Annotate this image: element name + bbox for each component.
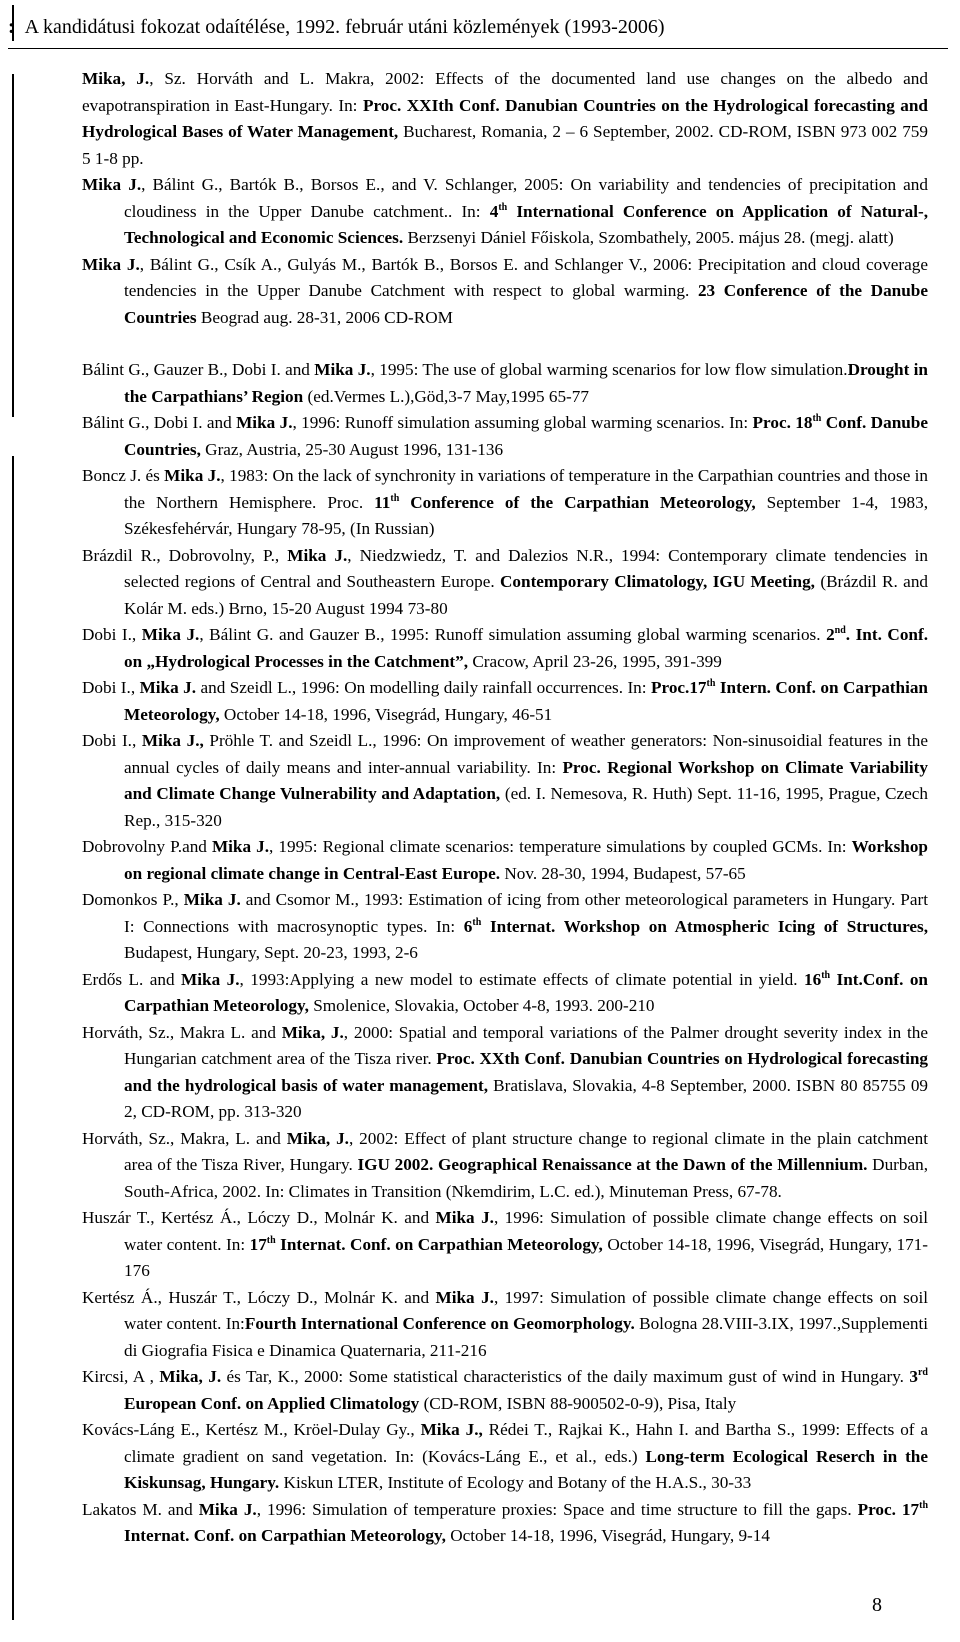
entry-text: , 1993:Applying a new model to estimate effects of climate potential in yield. xyxy=(239,969,805,989)
entry-text: Nov. 28-30, 1994, Budapest, 57-65 xyxy=(500,863,746,883)
bold-text: International Conference on Application of Natural-, Technological and Economic Sciences. xyxy=(124,201,928,247)
bold-text: Workshop on regional climate change in Central-East Europe. xyxy=(124,837,928,883)
entry-text: , Bálint G., Bartók B., Borsos E., and V. Schlanger, 2005: On variability and tendencies of precipitation and cloudiness in the Upper Danube catchment.. In: xyxy=(124,175,928,221)
bold-text: 23 Conference of the Danube Countries xyxy=(124,281,928,327)
bold-text: Intern. Conf. on Carpathian Meteorology, xyxy=(124,678,928,724)
bold-text: Internat. Conf. on Carpathian Meteorology, xyxy=(275,1234,603,1254)
entry-text: October 14-18, 1996, Visegrád, Hungary, 171-176 xyxy=(124,1234,928,1280)
page-header xyxy=(8,12,948,42)
entry-text: Horváth, Sz., Makra L. and xyxy=(82,1022,282,1042)
entry-text: Dobi I., xyxy=(82,625,142,644)
ordinal-suffix: th xyxy=(390,492,400,504)
reference-entry xyxy=(82,887,928,967)
bold-text: Proc. XXth Conf. Danubian Countries on Hydrological forecasting and the hydrological basis of water management, xyxy=(124,1049,929,1095)
entry-text: Berzsenyi Dániel Főiskola, Szombathely, 2005. május 28. (megj. alatt) xyxy=(403,228,894,247)
entry-text: , 1996: Runoff simulation assuming global warming scenarios. In: xyxy=(292,413,753,432)
bold-text: Mika J. xyxy=(82,175,142,194)
entry-text: , Bálint G. and Gauzer B., 1995: Runoff simulation assuming global warming scenarios. xyxy=(199,625,827,644)
revision-bar-top xyxy=(12,74,14,417)
reference-entry xyxy=(82,728,928,834)
entry-text: , 1996: Simulation of possible climate change effects on soil water content. In: xyxy=(124,1208,929,1254)
bold-text: Fourth International Conference on Geomorphology. xyxy=(244,1314,635,1333)
entry-text: Huszár T., Kertész Á., Lóczy D., Molnár K. and xyxy=(82,1208,436,1227)
bold-text: Mika J. xyxy=(183,890,241,909)
bold-text: 4 xyxy=(489,201,499,221)
bold-text: Proc. XXIth Conf. Danubian Countries on the Hydrological forecasting and Hydrological Bases of Water Management, xyxy=(82,95,928,141)
bold-text: Contemporary Climatology, IGU Meeting, xyxy=(500,572,815,591)
bold-text: 16 xyxy=(804,969,822,989)
entry-text: Graz, Austria, 25-30 August 1996, 131-136 xyxy=(200,439,504,459)
entry-text: (ed.Vermes L.),Göd,3-7 May,1995 65-77 xyxy=(303,386,589,406)
entry-text: Dobrovolny P.and xyxy=(82,837,212,856)
entry-text: Lakatos M. and xyxy=(82,1499,199,1519)
reference-entry xyxy=(82,172,928,252)
ordinal-suffix: th xyxy=(812,413,822,424)
entry-text: (ed. I. Nemesova, R. Huth) Sept. 11-16, 1995, Prague, Czech Rep., 315-320 xyxy=(124,784,928,830)
bold-text: Conference of the Carpathian Meteorology, xyxy=(399,492,756,512)
bold-text: Mika J., xyxy=(420,1420,483,1439)
reference-entry xyxy=(82,357,928,410)
bold-text: Proc. 18 xyxy=(752,413,813,432)
entry-text: , 1995: The use of global warming scenarios for low flow simulation. xyxy=(370,360,848,379)
bold-text: Mika J. xyxy=(435,1287,494,1307)
entry-text: , 1983: On the lack of synchronity in variations of temperature in the Carpathian countries and those in the Northern Hemisphere. Proc. xyxy=(124,466,929,512)
bold-text: 3 xyxy=(909,1367,918,1386)
ordinal-suffix: th xyxy=(498,201,508,213)
revision-bar-bottom xyxy=(12,456,14,1620)
bold-text: Mika J. xyxy=(314,360,371,379)
bold-text: 2 xyxy=(826,625,835,644)
bold-text: . Int. Conf. on „Hydrological Processes in the Catchment”, xyxy=(124,625,929,671)
bold-text: Mika J. xyxy=(435,1208,494,1227)
ordinal-suffix: th xyxy=(472,916,482,928)
entry-text: Bucharest, Romania, 2 – 6 September, 2002. CD-ROM, ISBN 973 002 759 5 1-8 pp. xyxy=(82,122,928,168)
reference-entry xyxy=(82,675,928,728)
entry-text: Brázdil R., Dobrovolny, P., xyxy=(82,545,288,565)
reference-entry xyxy=(82,1417,928,1497)
entry-text: , 1995: Regional climate scenarios: temperature simulations by coupled GCMs. In: xyxy=(269,837,852,856)
bold-text: Drought in the Carpathians’ Region xyxy=(124,360,928,406)
entry-text: Kovács-Láng E., Kertész M., Kröel-Dulay Gy., xyxy=(82,1420,421,1439)
ordinal-suffix: th xyxy=(919,1499,929,1511)
entry-text: Beograd aug. 28-31, 2006 CD-ROM xyxy=(196,307,453,327)
bold-text: Internat. Conf. on Carpathian Meteorology, xyxy=(124,1526,446,1545)
bold-text: Mika, J. xyxy=(281,1022,344,1042)
ordinal-suffix: th xyxy=(706,678,716,689)
bold-text: IGU 2002. Geographical Renaissance at the Dawn of the Millennium. xyxy=(357,1155,868,1174)
entry-text: Rédei T., Rajkai K., Hahn I. and Bartha S., 1999: Effects of a climate gradient on sand vegetation. In: (Kovács-Láng E., et al., eds.) xyxy=(124,1420,929,1466)
entry-text: , 2002: Effect of plant structure change to regional climate in the plain catchment area of the Tisza River, Hungary. xyxy=(124,1128,928,1174)
entry-text: , Bálint G., Csík A., Gulyás M., Bartók B., Borsos E. and Schlanger V., 2006: Precipitation and cloud coverage tendencies in the Upper Danube Catchment with respect to global warming. xyxy=(124,254,928,300)
header-colon: : xyxy=(8,16,15,38)
header-rule xyxy=(8,48,948,49)
bold-text: Proc. 17 xyxy=(857,1499,920,1519)
bold-text: Mika, J. xyxy=(159,1367,222,1386)
reference-entry xyxy=(82,967,928,1020)
reference-entry xyxy=(82,1285,928,1365)
entry-text: Horváth, Sz., Makra, L. and xyxy=(82,1128,287,1148)
reference-entry xyxy=(82,410,928,463)
reference-entry xyxy=(82,1364,928,1417)
entry-text: Dobi I., xyxy=(82,731,142,750)
reference-list xyxy=(82,66,928,1550)
reference-entry xyxy=(82,66,928,172)
bold-text: Mika J. xyxy=(82,254,140,274)
entry-text: Domonkos P., xyxy=(82,890,184,909)
entry-text: and Csomor M., 1993: Estimation of icing from other meteorological parameters in Hungary. Part I: Connections with macrosynoptic types. In: xyxy=(124,890,928,936)
ordinal-suffix: th xyxy=(266,1234,276,1246)
bold-text: 17 xyxy=(249,1234,267,1254)
header-title: A kandidátusi fokozat odaítélése, 1992. február utáni közlemények (1993-2006) xyxy=(24,16,665,38)
entry-text: and Szeidl L., 1996: On modelling daily rainfall occurrences. In: xyxy=(196,678,651,697)
section-gap xyxy=(82,331,928,357)
reference-entry xyxy=(82,1497,928,1550)
bold-text: Int.Conf. on Carpathian Meteorology, xyxy=(124,969,928,1015)
entry-text: Kircsi, A , xyxy=(82,1367,160,1386)
bold-text: Mika J. xyxy=(181,969,240,989)
bold-text: Proc.17 xyxy=(651,678,707,697)
reference-entry xyxy=(82,543,928,623)
bold-text: Mika J. xyxy=(236,413,293,432)
bold-text: 6 xyxy=(463,916,473,936)
page-number: 8 xyxy=(872,1594,882,1616)
entry-text: Budapest, Hungary, Sept. 20-23, 1993, 2-6 xyxy=(124,943,418,962)
bold-text: Mika J. xyxy=(211,837,270,856)
ordinal-suffix: nd xyxy=(834,625,846,636)
bold-text: Mika, J. xyxy=(286,1128,349,1148)
entry-text: September 1-4, 1983, Székesfehérvár, Hungary 78-95, (In Russian) xyxy=(124,492,929,538)
entry-text: , 1997: Simulation of possible climate change effects on soil water content. In: xyxy=(124,1287,929,1333)
entry-text: , 1996: Simulation of temperature proxies: Space and time structure to fill the gaps. xyxy=(256,1499,858,1519)
entry-text: October 14-18, 1996, Visegrád, Hungary, 46-51 xyxy=(219,704,553,724)
bold-text: Mika J. xyxy=(198,1499,257,1519)
entry-text: , Niedzwiedz, T. and Dalezios N.R., 1994: Contemporary climate tendencies in selected regions of Central and Southeastern Europe. xyxy=(124,545,929,591)
entry-text: Bálint G., Dobi I. and xyxy=(82,413,237,432)
entry-text: (Brázdil R. and Kolár M. eds.) Brno, 15-20 August 1994 73-80 xyxy=(124,572,929,618)
entry-text: (CD-ROM, ISBN 88-900502-0-9), Pisa, Italy xyxy=(419,1393,737,1413)
bold-text: Conf. Danube Countries, xyxy=(124,413,928,459)
reference-entry xyxy=(82,252,928,332)
bold-text: 11 xyxy=(374,492,391,512)
entry-text: Kiskun LTER, Institute of Ecology and Botany of the H.A.S., 30-33 xyxy=(279,1473,752,1492)
entry-text: Erdős L. and xyxy=(82,969,182,989)
bold-text: Long-term Ecological Reserch in the Kiskunsag, Hungary. xyxy=(124,1446,928,1492)
entry-text: Durban, South-Africa, 2002. In: Climates in Transition (Nkemdirim, L.C. ed.), Minuteman Press, 67-78. xyxy=(124,1155,929,1201)
reference-entry xyxy=(82,622,928,675)
bold-text: Internat. Workshop on Atmospheric Icing of Structures, xyxy=(481,916,929,936)
entry-text: Dobi I., xyxy=(82,678,140,697)
entry-text: Cracow, April 23-26, 1995, 391-399 xyxy=(468,651,722,671)
entry-text: és Tar, K., 2000: Some statistical characteristics of the daily maximum gust of wind in Hungary. xyxy=(221,1367,910,1386)
bold-text: Proc. Regional Workshop on Climate Variability and Climate Change Vulnerability and Adaptation, xyxy=(124,757,928,803)
entry-text: Bálint G., Gauzer B., Dobi I. and xyxy=(82,360,315,379)
reference-entry xyxy=(82,1205,928,1285)
bold-text: European Conf. on Applied Climatology xyxy=(124,1393,420,1413)
bold-text: Mika J. xyxy=(141,625,200,644)
bold-text: Mika J., xyxy=(141,731,204,750)
entry-text: , 2000: Spatial and temporal variations of the Palmer drought severity index in the Hungarian catchment area of the Tisza river. xyxy=(124,1022,928,1068)
ordinal-suffix: th xyxy=(821,969,831,981)
reference-entry xyxy=(82,1020,928,1126)
ordinal-suffix: rd xyxy=(917,1367,928,1378)
bold-text: Mika J. xyxy=(139,678,197,697)
entry-text: , Sz. Horváth and L. Makra, 2002: Effects of the documented land use changes on the albedo and evapotranspiration in East-Hungary. In: xyxy=(82,69,928,115)
reference-entry xyxy=(82,1126,928,1206)
bold-text: Mika J. xyxy=(164,466,221,485)
entry-text: Kertész Á., Huszár T., Lóczy D., Molnár K. and xyxy=(82,1287,436,1307)
bold-text: Mika, J. xyxy=(82,69,150,88)
entry-text: Bologna 28.VIII-3.IX, 1997.,Supplementi di Giografia Fisica e Dinamica Quaternaria, 211-216 xyxy=(124,1314,929,1360)
entry-text: Boncz J. és xyxy=(82,466,165,485)
entry-text: October 14-18, 1996, Visegrád, Hungary, 9-14 xyxy=(445,1526,770,1545)
entry-text: Smolenice, Slovakia, October 4-8, 1993. 200-210 xyxy=(308,996,655,1015)
bold-text: Mika J. xyxy=(287,545,348,565)
entry-text: Bratislava, Slovakia, 4-8 September, 2000. ISBN 80 85755 09 2, CD-ROM, pp. 313-320 xyxy=(124,1075,929,1121)
reference-entry xyxy=(82,463,928,543)
reference-entry xyxy=(82,834,928,887)
entry-text: Pröhle T. and Szeidl L., 1996: On improvement of weather generators: Non-sinusoidial features in the annual cycles of daily means and inter-annual variability. In: xyxy=(124,731,928,777)
